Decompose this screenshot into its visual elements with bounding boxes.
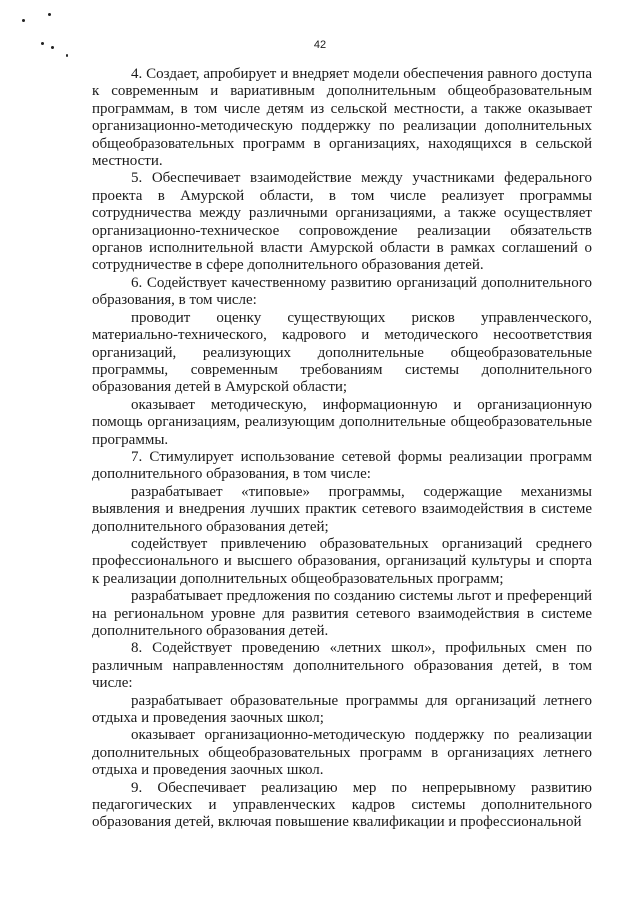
paragraph-8-item-2: оказывает организационно-методическую поддержку по реализации дополнительных общеобразовательных программ в организациях летнего отдыха и проведения заочных школ. xyxy=(92,727,592,779)
paragraph-4: 4. Создает, апробирует и внедряет модели обеспечения равного доступа к современным и вариативным дополнительным общеобразовательным программам, в том числе детям из сельской местности, а также оказывает организационно-методическую поддержку по реализации дополнительных общеобразовательных программ в организациях, находящихся в сельской местности. xyxy=(92,66,592,170)
paragraph-6: 6. Содействует качественному развитию организаций дополнительного образования, в том числе: xyxy=(92,274,592,309)
scan-speck xyxy=(48,13,51,16)
paragraph-5: 5. Обеспечивает взаимодействие между участниками федерального проекта в Амурской области, в том числе реализует программы сотрудничества между различными организациями, а также осуществляет организационно-техническое сопровождение реализации обязательств органов исполнительной власти Амурской области в рамках соглашений о сотрудничестве в сфере дополнительного образования детей. xyxy=(92,170,592,274)
paragraph-7-item-3: разрабатывает предложения по созданию системы льгот и преференций на региональном уровне для развития сетевого взаимодействия в системе дополнительного образования детей. xyxy=(92,588,592,639)
paragraph-6-item-2: оказывает методическую, информационную и организационную помощь организациям, реализующим дополнительные общеобразовательные программы. xyxy=(92,396,592,448)
paragraph-7-item-1: разрабатывает «типовые» программы, содержащие механизмы выявления и внедрения лучших практик сетевого взаимодействия в системе дополнительного образования детей; xyxy=(92,483,592,535)
paragraph-8: 8. Содействует проведению «летних школ», профильных смен по различным направленностям дополнительного образования детей, в том числе: xyxy=(92,640,592,692)
paragraph-7: 7. Стимулирует использование сетевой формы реализации программ дополнительного образования, в том числе: xyxy=(92,448,592,483)
paragraph-6-item-1: проводит оценку существующих рисков управленческого, материально-технического, кадрового и методического несоответствия организаций, реализующих дополнительные общеобразовательные программы, современным требованиям системы дополнительного образования детей в Амурской области; xyxy=(92,309,592,396)
paragraph-8-item-1: разрабатывает образовательные программы для организаций летнего отдыха и проведения заочных школ; xyxy=(92,692,592,727)
paragraph-9: 9. Обеспечивает реализацию мер по непрерывному развитию педагогических и управленческих кадров системы дополнительного образования детей, включая повышение квалификации и профессиональной xyxy=(92,779,592,831)
document-body xyxy=(92,66,592,832)
page-number: 42 xyxy=(313,39,327,51)
paragraph-7-item-2: содействует привлечению образовательных организаций среднего профессионального и высшего образования, организаций культуры и спорта к реализации дополнительных общеобразовательных программ; xyxy=(92,535,592,587)
scan-speck xyxy=(66,54,68,57)
scan-speck xyxy=(22,19,25,22)
